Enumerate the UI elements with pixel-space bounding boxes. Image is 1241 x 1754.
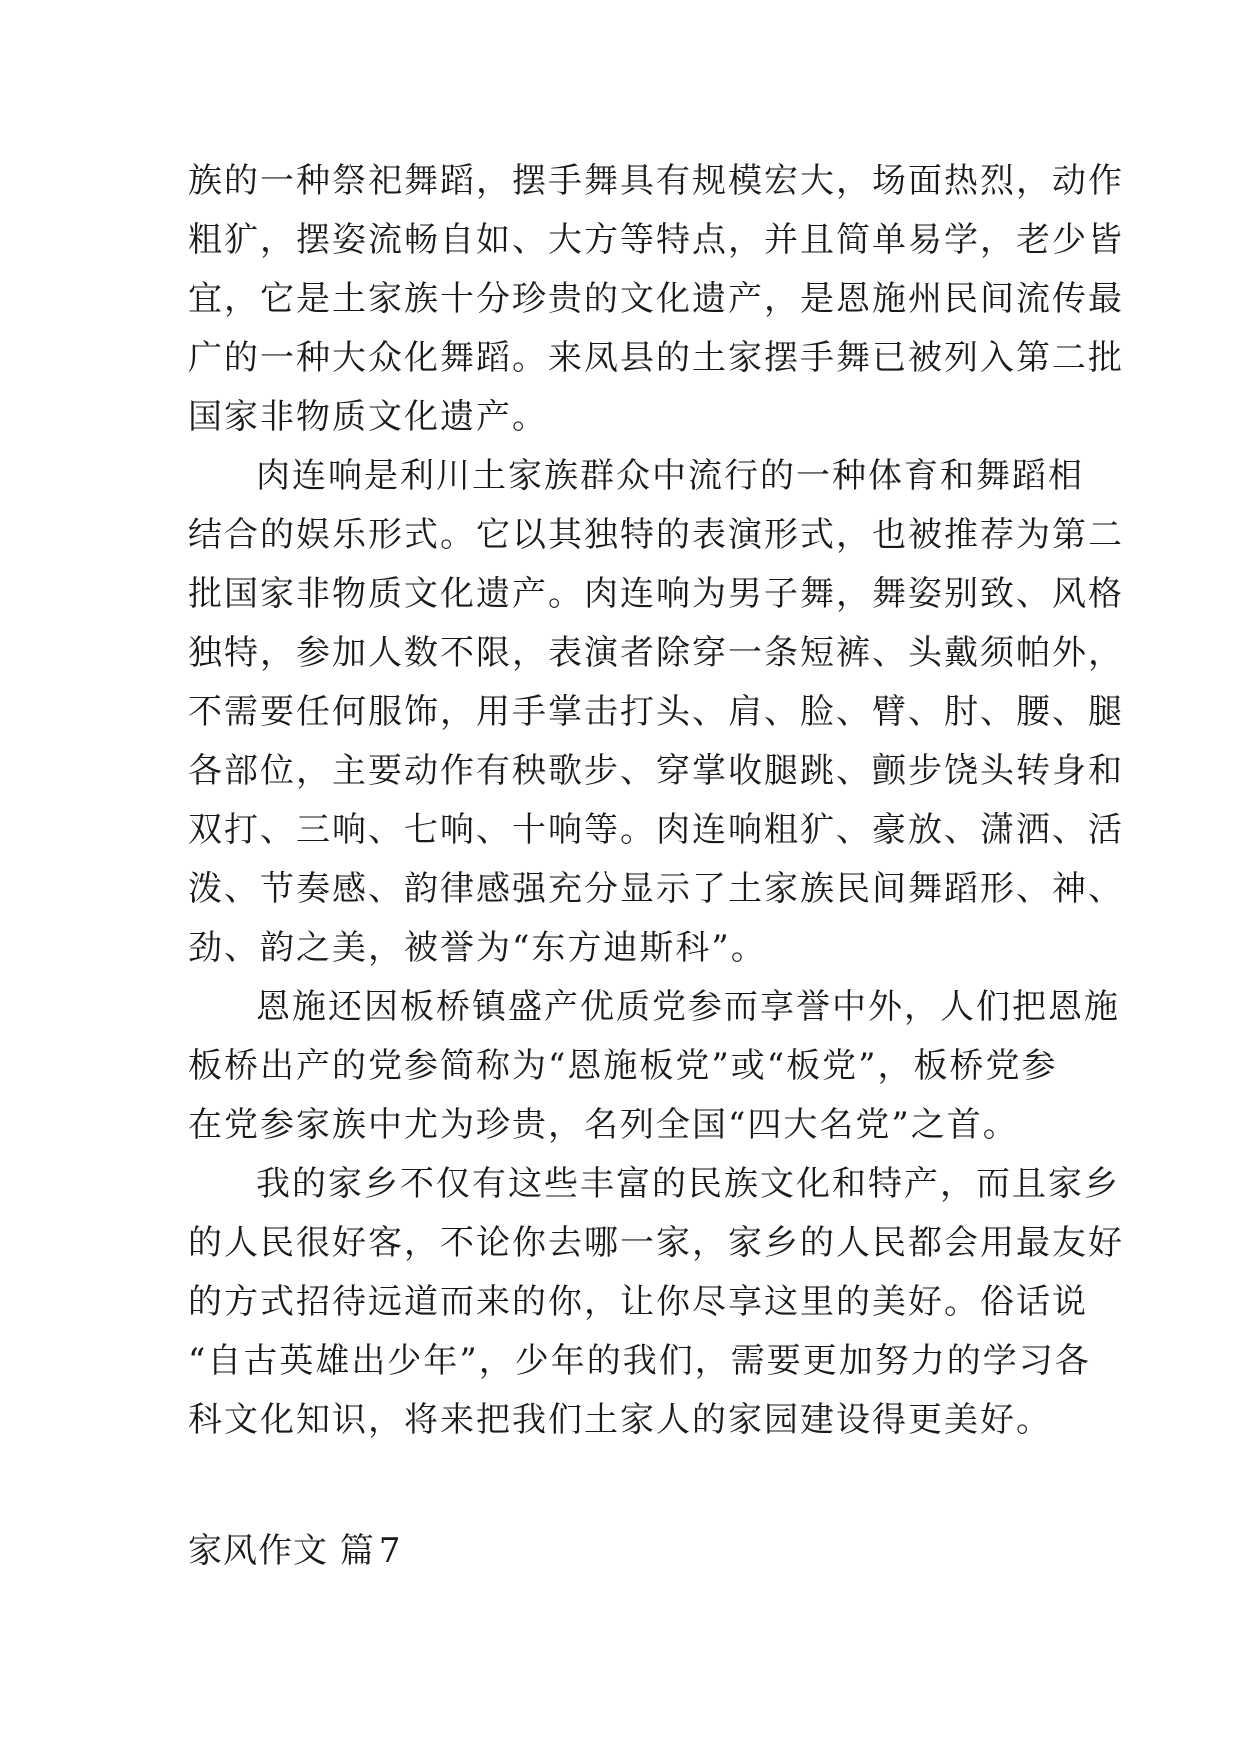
paragraph-4-line-5: 科文化知识，将来把我们土家人的家园建设得更美好。 bbox=[188, 1400, 1052, 1440]
paragraph-2-line-8: 泼、节奏感、韵律感强充分显示了土家族民间舞蹈形、神、 bbox=[188, 869, 1124, 909]
essay-body bbox=[188, 152, 1124, 1450]
paragraph-2-line-2: 结合的娱乐形式。它以其独特的表演形式，也被推荐为第二 bbox=[188, 515, 1124, 555]
paragraph-4-line-2: 的人民很好客，不论你去哪一家，家乡的人民都会用最友好 bbox=[188, 1223, 1124, 1263]
paragraph-1-line-2: 粗犷，摆姿流畅自如、大方等特点，并且简单易学，老少皆 bbox=[188, 220, 1124, 260]
paragraph-3-line-2: 板桥出产的党参简称为“恩施板党”或“板党”，板桥党参 bbox=[188, 1046, 1058, 1086]
section-heading-label: 篇 bbox=[339, 1531, 375, 1571]
paragraph-4-line-1: 我的家乡不仅有这些丰富的民族文化和特产，而且家乡 bbox=[256, 1164, 1120, 1204]
paragraph-1-line-3: 宜，它是土家族十分珍贵的文化遗产，是恩施州民间流传最 bbox=[188, 279, 1124, 319]
paragraph-2-line-9: 劲、韵之美，被誉为“东方迪斯科”。 bbox=[188, 928, 767, 968]
paragraph-3-line-3: 在党参家族中尤为珍贵，名列全国“四大名党”之首。 bbox=[188, 1105, 1019, 1145]
paragraph-1-line-5: 国家非物质文化遗产。 bbox=[188, 397, 548, 437]
paragraph-3-line-1: 恩施还因板桥镇盛产优质党参而享誉中外，人们把恩施 bbox=[256, 987, 1120, 1027]
section-heading bbox=[188, 1522, 401, 1581]
paragraph-4-line-3: 的方式招待远道而来的你，让你尽享这里的美好。俗话说 bbox=[188, 1282, 1088, 1322]
section-heading-number: 7 bbox=[378, 1531, 402, 1571]
section-heading-title: 家风作文 bbox=[188, 1531, 328, 1571]
paragraph-2-line-1: 肉连响是利川土家族群众中流行的一种体育和舞蹈相 bbox=[256, 456, 1084, 496]
paragraph-1-line-4: 广的一种大众化舞蹈。来凤县的土家摆手舞已被列入第二批 bbox=[188, 338, 1124, 378]
paragraph-2-line-5: 不需要任何服饰，用手掌击打头、肩、脸、臂、肘、腰、腿 bbox=[188, 692, 1124, 732]
paragraph-4-line-4: “自古英雄出少年”，少年的我们，需要更加努力的学习各 bbox=[188, 1341, 1091, 1381]
paragraph-1-line-1: 族的一种祭祀舞蹈，摆手舞具有规模宏大，场面热烈，动作 bbox=[188, 161, 1124, 201]
paragraph-2-line-3: 批国家非物质文化遗产。肉连响为男子舞，舞姿别致、风格 bbox=[188, 574, 1124, 614]
paragraph-2-line-6: 各部位，主要动作有秧歌步、穿掌收腿跳、颤步饶头转身和 bbox=[188, 751, 1124, 791]
paragraph-2-line-7: 双打、三响、七响、十响等。肉连响粗犷、豪放、潇洒、活 bbox=[188, 810, 1124, 850]
paragraph-2-line-4: 独特，参加人数不限，表演者除穿一条短裤、头戴须帕外， bbox=[188, 633, 1124, 673]
